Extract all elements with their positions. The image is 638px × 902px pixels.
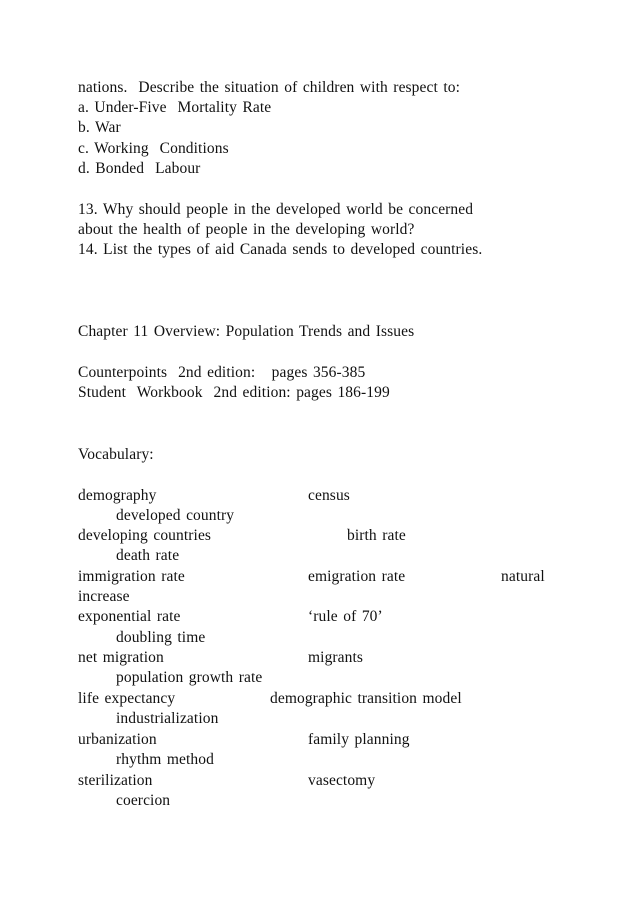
vocabulary-heading: Vocabulary:	[78, 446, 154, 463]
vocab-term: immigration rate	[78, 568, 185, 585]
vocab-term: death rate	[116, 547, 180, 564]
vocab-term: demography	[78, 487, 157, 504]
vocab-term: developing countries	[78, 527, 212, 544]
question-13-line-2: about the health of people in the developing world?	[78, 221, 415, 238]
vocab-term: increase	[78, 588, 130, 605]
vocab-term: exponential rate	[78, 608, 181, 625]
vocab-term: net migration	[78, 649, 164, 666]
vocab-term: family planning	[308, 731, 410, 748]
vocab-term: population growth rate	[116, 669, 263, 686]
question-13-line-1: 13. Why should people in the developed world be concerned	[78, 201, 474, 218]
vocab-term: natural	[501, 568, 545, 585]
vocab-term: doubling time	[116, 629, 206, 646]
vocab-term: sterilization	[78, 772, 153, 789]
vocab-term: demographic transition model	[270, 690, 462, 707]
vocab-term: vasectomy	[308, 772, 376, 789]
chapter-title: Chapter 11 Overview: Population Trends and Issues	[78, 323, 415, 340]
item-c: c. Working Conditions	[78, 140, 229, 157]
counterpoints-reference: Counterpoints 2nd edition: pages 356-385	[78, 364, 366, 381]
vocab-term: coercion	[116, 792, 171, 809]
vocab-term: life expectancy	[78, 690, 176, 707]
question-14: 14. List the types of aid Canada sends to developed countries.	[78, 241, 483, 258]
item-b: b. War	[78, 119, 121, 136]
vocab-term: rhythm method	[116, 751, 214, 768]
vocab-term: industrialization	[116, 710, 219, 727]
item-a: a. Under-Five Mortality Rate	[78, 99, 272, 116]
workbook-reference: Student Workbook 2nd edition: pages 186-199	[78, 384, 390, 401]
vocab-term: birth rate	[347, 527, 406, 544]
vocab-term: ‘rule of 70’	[308, 608, 383, 625]
vocab-term: emigration rate	[308, 568, 406, 585]
vocab-term: census	[308, 487, 350, 504]
vocab-term: developed country	[116, 507, 235, 524]
vocab-term: urbanization	[78, 731, 157, 748]
vocab-term: migrants	[308, 649, 364, 666]
item-d: d. Bonded Labour	[78, 160, 201, 177]
intro-line: nations. Describe the situation of children with respect to:	[78, 79, 461, 96]
